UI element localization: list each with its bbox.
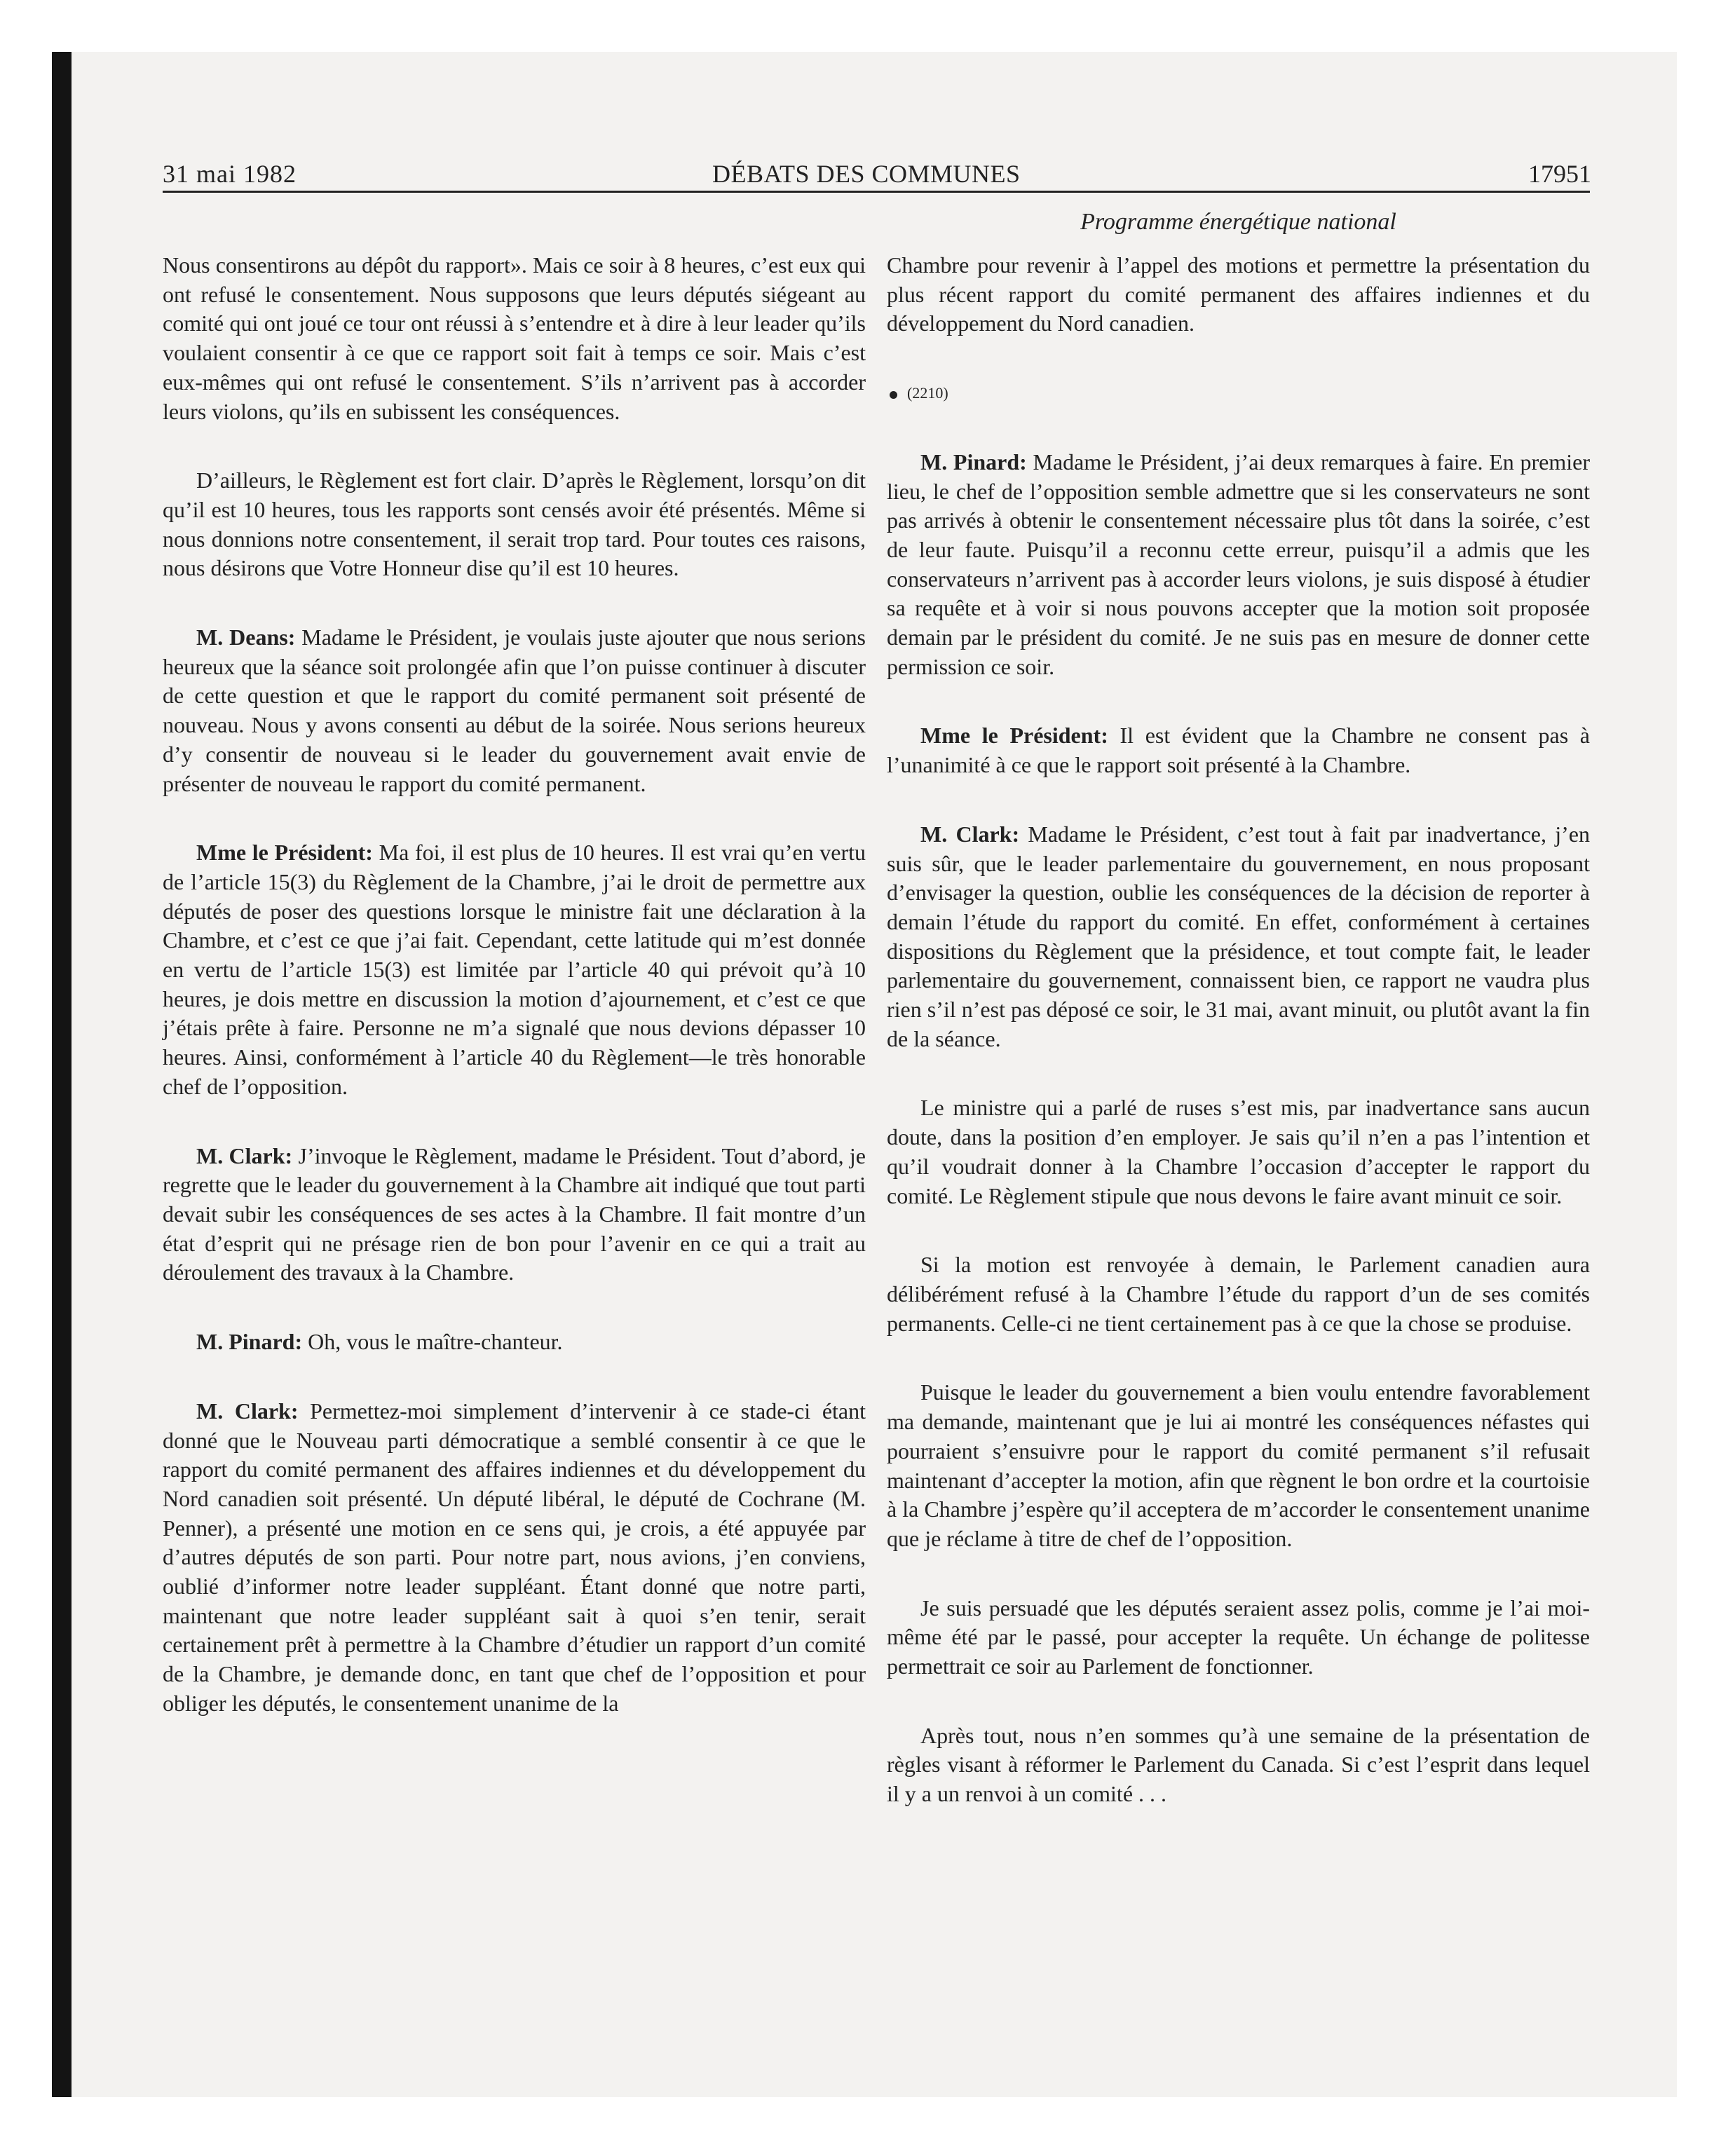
paragraph bbox=[163, 623, 866, 798]
paragraph bbox=[163, 1142, 866, 1288]
paragraph bbox=[887, 448, 1590, 682]
right-column bbox=[887, 251, 1590, 1849]
header-date: 31 mai 1982 bbox=[163, 160, 297, 188]
paragraph bbox=[887, 1721, 1590, 1809]
paragraph bbox=[887, 721, 1590, 779]
paragraph-text: Puisque le leader du gouvernement a bien voulu entendre favorablement ma demande, maintenant que je lui ai montré les conséquences néfastes qui pourraient s’ensuivre pour le rapport du comité permanent s’il refusait maintenant d’accepter la motion, afin que règnent le bon ordre et la courtoisie à la Chambre j’espère qu’il acceptera de m’accorder le consentement unanime que je réclame à titre de chef de l’opposition. bbox=[887, 1379, 1590, 1551]
paragraph-text: Le ministre qui a parlé de ruses s’est mis, par inadvertance sans aucun doute, dans la position d’en employer. Je sais qu’il n’en a pas l’intention et qu’il voudrait donner à la Chambre l’occasion d’accepter le rapport du comité. Le Règlement stipule que nous devons le faire avant minuit ce soir. bbox=[887, 1095, 1590, 1208]
paragraph-text: Si la motion est renvoyée à demain, le Parlement canadien aura délibérément refusé à la Chambre l’étude du rapport d’un de ses comités permanents. Celle-ci ne tient certainement pas à ce que la chose se produise. bbox=[887, 1252, 1590, 1336]
speaker-name: M. Clark: bbox=[196, 1142, 293, 1168]
paragraph bbox=[887, 1093, 1590, 1210]
paragraph-text: D’ailleurs, le Règlement est fort clair. D’après le Règlement, lorsqu’on dit qu’il est 10 heures, tous les rapports sont censés avoir été présentés. Même si nous donnions notre consentement, il serait trop tard. Pour toutes ces raisons, nous désirons que Votre Honneur dise qu’il est 10 heures. bbox=[163, 468, 866, 581]
paragraph-text: Permettez-moi simplement d’intervenir à ce stade-ci étant donné que le Nouveau parti démocratique a semblé consentir à ce que le rapport du comité permanent des affaires indiennes et du développement du Nord canadien soit présenté. Un député libéral, le député de Cochrane (M. Penner), a présenté une motion en ce sens qui, je crois, a été appuyée par d’autres députés de son parti. Pour notre part, nous avions, j’en conviens, oublié d’informer notre leader suppléant. Étant donné que notre parti, maintenant que notre leader suppléant sait à quoi s’en tenir, serait certainement prêt à permettre à la Chambre d’étudier un rapport d’un comité de la Chambre, je demande donc, en tant que chef de l’opposition et pour obliger les députés, le consentement unanime de la bbox=[163, 1398, 866, 1716]
paragraph-text: Madame le Président, j’ai deux remarques à faire. En premier lieu, le chef de l’opposition semble admettre que si les conservateurs ne sont pas arrivés à obtenir le consentement nécessaire plus tôt dans la soirée, c’est de leur faute. Puisqu’il a reconnu cette erreur, puisqu’il a admis que les conservateurs n’arrivent pas à accorder leurs violons, je suis disposé à étudier sa requête et à voir si nous pouvons accepter que la motion soit proposée demain par le président du comité. Je ne suis pas en mesure de donner cette permission ce soir. bbox=[887, 449, 1591, 679]
paragraph-text: J’invoque le Règlement, madame le Président. Tout d’abord, je regrette que le leader du gouvernement à la Chambre ait indiqué que tout parti devait subir les conséquences de ses actes à la Chambre. Il fait montre d’un état d’esprit qui ne présage rien de bon pour l’avenir en ce qui a trait au déroulement des travaux à la Chambre. bbox=[163, 1142, 866, 1285]
paragraph-text: Nous consentirons au dépôt du rapport». Mais ce soir à 8 heures, c’est eux qui ont refusé le consentement. Nous supposons que leurs députés siégeant au comité qui ont joué ce tour ont réussi à s’entendre et à dire à leur leader qu’ils voulaient consentir à ce que ce rapport soit fait à temps ce soir. Mais c’est eux-mêmes qui ont refusé le consentement. S’ils n’arrivent pas à accorder leurs violons, qu’ils en subissent les conséquences. bbox=[163, 252, 866, 424]
paragraph-text: Après tout, nous n’en sommes qu’à une semaine de la présentation de règles visant à réformer le Parlement du Canada. Si c’est l’esprit dans lequel il y a un renvoi à un comité . . . bbox=[887, 1722, 1590, 1807]
paragraph bbox=[887, 1250, 1590, 1338]
paragraph bbox=[887, 251, 1590, 339]
section-title: Programme énergétique national bbox=[1080, 209, 1396, 235]
running-header bbox=[0, 153, 1735, 195]
speaker-name: M. Deans: bbox=[196, 625, 296, 650]
header-page-number: 17951 bbox=[1528, 160, 1591, 188]
left-column bbox=[163, 251, 866, 1759]
paragraph bbox=[163, 1328, 866, 1357]
paragraph bbox=[887, 820, 1590, 1054]
scan-border bbox=[52, 52, 72, 2097]
paragraph-text: Il est évident que la Chambre ne consent pas à l’unanimité à ce que le rapport soit présenté à la Chambre. bbox=[887, 723, 1591, 778]
paragraph-text: Je suis persuadé que les députés seraient assez polis, comme je l’ai moi-même été par le passé, pour accepter la requête. Un échange de politesse permettrait ce soir au Parlement de fonctionner. bbox=[887, 1595, 1590, 1679]
paragraph bbox=[887, 1594, 1590, 1681]
paragraph-text: Ma foi, il est plus de 10 heures. Il est vrai qu’en vertu de l’article 15(3) du Règlement de la Chambre, j’ai le droit de permettre aux députés de poser des questions lorsque le ministre fait une déclaration à la Chambre, et c’est ce que j’ai fait. Cependant, cette latitude qui m’est donnée en vertu de l’article 15(3) est limitée par l’article 40 qui prévoit qu’à 10 heures, je dois mettre en discussion la motion d’ajournement, et c’est ce que j’étais prête à faire. Personne ne m’a signalé que nous devions dépasser 10 heures. Ainsi, conformément à l’article 40 du Règlement—le très honorable chef de l’opposition. bbox=[163, 840, 866, 1099]
bullet-icon bbox=[890, 391, 897, 399]
paragraph bbox=[163, 466, 866, 583]
speaker-name: M. Pinard: bbox=[920, 449, 1027, 475]
paragraph-text: Madame le Président, je voulais juste ajouter que nous serions heureux que la séance soit prolongée afin que l’on puisse continuer à discuter de cette question et que le rapport du comité permanent soit présenté de nouveau. Nous y avons consenti au début de la soirée. Nous serions heureux d’y consentir de nouveau si le leader du gouvernement avait envie de présenter de nouveau le rapport du comité permanent. bbox=[163, 625, 866, 796]
paragraph bbox=[163, 838, 866, 1101]
header-rule bbox=[163, 191, 1590, 193]
time-marker-text: (2210) bbox=[907, 384, 948, 402]
paragraph-text: Madame le Président, c’est tout à fait par inadvertance, j’en suis sûr, que le leader parlementaire du gouvernement, en nous proposant d’envisager la question, oublie les conséquences de la décision de reporter à demain l’étude du rapport du comité. En effet, conformément à certaines dispositions du Règlement que la présidence, et tout compte fait, le leader parlementaire du gouvernement, connaissent bien, ce rapport ne vaudra plus rien s’il n’est pas déposé ce soir, le 31 mai, avant minuit, ou plutôt avant la fin de la séance. bbox=[887, 821, 1591, 1051]
time-marker bbox=[887, 378, 1590, 408]
speaker-name: Mme le Président: bbox=[920, 723, 1108, 749]
paragraph bbox=[163, 1397, 866, 1719]
header-publication-title: DÉBATS DES COMMUNES bbox=[712, 160, 1021, 188]
paragraph bbox=[887, 1378, 1590, 1553]
speaker-name: M. Pinard: bbox=[196, 1329, 303, 1355]
speaker-name: M. Clark: bbox=[920, 821, 1020, 847]
speaker-name: M. Clark: bbox=[196, 1398, 299, 1424]
speaker-name: Mme le Président: bbox=[196, 840, 373, 866]
paragraph-text: Chambre pour revenir à l’appel des motions et permettre la présentation du plus récent rapport du comité permanent des affaires indiennes et du développement du Nord canadien. bbox=[887, 252, 1590, 336]
paragraph-text: Oh, vous le maître-chanteur. bbox=[302, 1329, 563, 1355]
paragraph bbox=[163, 251, 866, 426]
